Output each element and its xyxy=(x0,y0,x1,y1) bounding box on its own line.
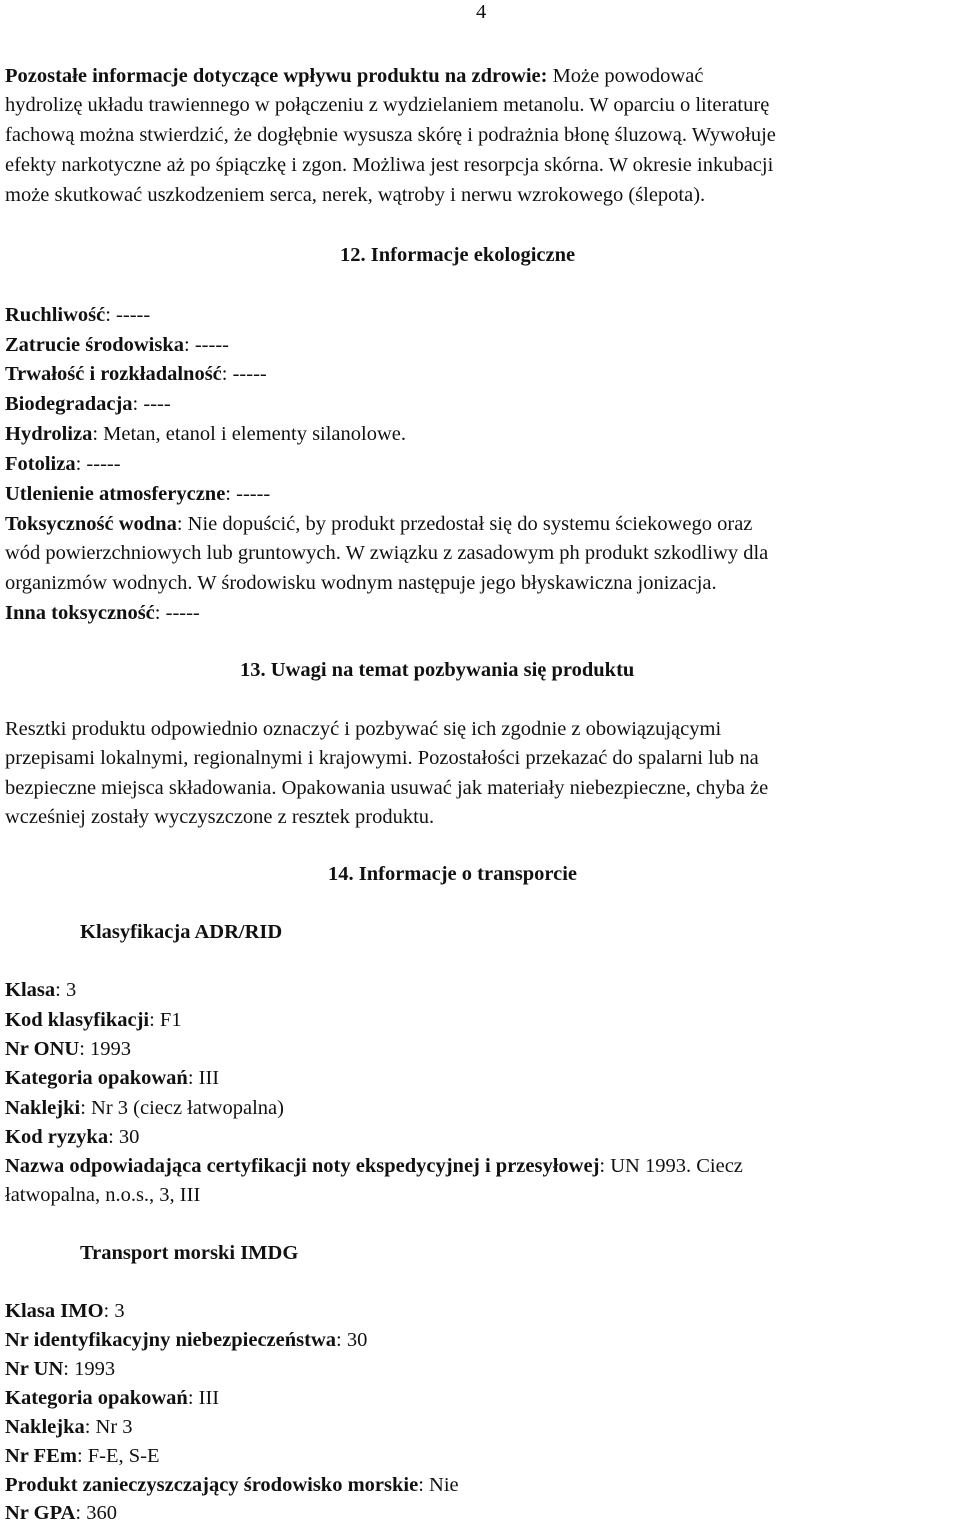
item-value: : ----- xyxy=(184,334,229,356)
item-label: Nr UN xyxy=(5,1358,64,1380)
item-label: Kategoria opakowań xyxy=(5,1067,188,1089)
item-label: Nr FEm xyxy=(5,1445,77,1467)
item-value: : Nr 3 xyxy=(84,1416,133,1438)
health-line-1 xyxy=(5,66,703,87)
imdg-item xyxy=(5,1388,219,1409)
toxicity-line-2: wód powierzchniowych lub gruntowych. W związku z zasadowym ph produkt szkodliwy dla xyxy=(5,542,769,564)
adr-item xyxy=(5,1068,219,1089)
imdg-item xyxy=(5,1301,125,1322)
ecology-item xyxy=(5,484,270,505)
item-label: Nr ONU xyxy=(5,1038,80,1060)
item-value: : F-E, S-E xyxy=(76,1445,160,1467)
adr-item xyxy=(5,1010,182,1031)
imdg-item xyxy=(5,1475,459,1496)
adr-item xyxy=(5,1039,131,1060)
other-toxicity xyxy=(5,603,200,624)
item-value: : Metan, etanol i elementy silanolowe. xyxy=(92,423,407,445)
health-line-4: efekty narkotyczne aż po śpiączkę i zgon. Możliwa jest resorpcja skórna. W okresie inkubacji xyxy=(5,154,774,176)
disposal-line-2: przepisami lokalnymi, regionalnymi i krajowymi. Pozostałości przekazać do spalarni lub na xyxy=(5,747,759,769)
adr-shipping-name-cont: łatwopalna, n.o.s., 3, III xyxy=(5,1184,201,1206)
imdg-item xyxy=(5,1446,160,1467)
other-toxicity-value: : ----- xyxy=(154,602,200,624)
item-value: : 1993 xyxy=(63,1358,116,1380)
item-value: : III xyxy=(187,1067,220,1089)
item-value: : 3 xyxy=(103,1300,125,1322)
item-label: Naklejki xyxy=(5,1097,81,1119)
item-value: : Nr 3 (ciecz łatwopalna) xyxy=(80,1097,284,1119)
ecology-item xyxy=(5,394,171,415)
item-label: Kod ryzyka xyxy=(5,1126,109,1148)
item-value: : ----- xyxy=(105,304,151,326)
health-text: Może powodować xyxy=(547,65,704,87)
disposal-line-3: bezpieczne miejsca składowania. Opakowania usuwać jak materiały niebezpieczne, chyba że xyxy=(5,777,769,799)
health-label: Pozostałe informacje dotyczące wpływu produktu na zdrowie: xyxy=(5,65,548,87)
adr-item xyxy=(5,1127,139,1148)
ecology-item xyxy=(5,305,150,326)
imdg-item xyxy=(5,1330,367,1351)
ecology-item xyxy=(5,424,406,445)
section-14-title: 14. Informacje o transporcie xyxy=(328,863,577,885)
item-value: : ----- xyxy=(221,363,267,385)
toxicity-line-3: organizmów wodnych. W środowisku wodnym następuje jego błyskawiczna jonizacja. xyxy=(5,572,717,594)
adr-item xyxy=(5,980,76,1001)
toxicity-label: Toksyczność wodna xyxy=(5,513,177,535)
item-label: Naklejka xyxy=(5,1416,85,1438)
item-label: Nr GPA xyxy=(5,1502,76,1524)
shipping-name-value: : UN 1993. Ciecz xyxy=(599,1155,743,1177)
item-value: : 30 xyxy=(336,1329,368,1351)
toxicity-text: : Nie dopuścić, by produkt przedostał się do systemu ściekowego oraz xyxy=(176,513,753,535)
item-label: Trwałość i rozkładalność xyxy=(5,363,222,385)
imdg-item xyxy=(5,1417,133,1438)
item-value: : ---- xyxy=(132,393,171,415)
health-line-3: fachową można stwierdzić, że dogłębnie wysusza skórę i podrażnia błonę śluzową. Wywołuje xyxy=(5,124,776,146)
item-label: Ruchliwość xyxy=(5,304,106,326)
adr-item xyxy=(5,1098,284,1119)
adr-shipping-name xyxy=(5,1156,743,1177)
item-value: : Nie xyxy=(418,1474,459,1496)
imdg-title: Transport morski IMDG xyxy=(80,1242,299,1264)
item-label: Fotoliza xyxy=(5,453,76,475)
item-value: : 1993 xyxy=(79,1038,132,1060)
adr-title: Klasyfikacja ADR/RID xyxy=(80,921,283,943)
item-label: Nr identyfikacyjny niebezpieczeństwa xyxy=(5,1329,337,1351)
ecology-item xyxy=(5,364,267,385)
imdg-item xyxy=(5,1359,115,1380)
imdg-item xyxy=(5,1503,117,1524)
ecology-item xyxy=(5,454,121,475)
disposal-line-4: wcześniej zostały wyczyszczone z resztek produktu. xyxy=(5,806,435,828)
item-value: : 30 xyxy=(108,1126,140,1148)
section-12-title: 12. Informacje ekologiczne xyxy=(340,244,576,266)
item-value: : III xyxy=(187,1387,220,1409)
item-label: Zatrucie środowiska xyxy=(5,334,185,356)
item-label: Kod klasyfikacji xyxy=(5,1009,150,1031)
item-value: : 360 xyxy=(75,1502,117,1524)
item-label: Utlenienie atmosferyczne xyxy=(5,483,226,505)
health-line-2: hydrolizę układu trawiennego w połączeniu z wydzielaniem metanolu. W oparciu o literaturę xyxy=(5,94,770,116)
item-label: Produkt zanieczyszczający środowisko morskie xyxy=(5,1474,419,1496)
health-line-5: może skutkować uszkodzeniem serca, nerek, wątroby i nerwu wzrokowego (ślepota). xyxy=(5,184,706,206)
item-value: : 3 xyxy=(55,979,77,1001)
item-label: Kategoria opakowań xyxy=(5,1387,188,1409)
page-number: 4 xyxy=(476,1,487,23)
other-toxicity-label: Inna toksyczność xyxy=(5,602,155,624)
ecology-item xyxy=(5,335,229,356)
item-value: : ----- xyxy=(225,483,271,505)
disposal-line-1: Resztki produktu odpowiednio oznaczyć i pozbywać się ich zgodnie z obowiązującymi xyxy=(5,718,722,740)
item-label: Hydroliza xyxy=(5,423,93,445)
item-label: Klasa xyxy=(5,979,56,1001)
shipping-name-label: Nazwa odpowiadająca certyfikacji noty ekspedycyjnej i przesyłowej xyxy=(5,1155,600,1177)
section-13-title: 13. Uwagi na temat pozbywania się produktu xyxy=(240,659,635,681)
item-label: Biodegradacja xyxy=(5,393,133,415)
item-label: Klasa IMO xyxy=(5,1300,104,1322)
item-value: : ----- xyxy=(75,453,121,475)
toxicity-line-1 xyxy=(5,514,752,535)
item-value: : F1 xyxy=(149,1009,182,1031)
